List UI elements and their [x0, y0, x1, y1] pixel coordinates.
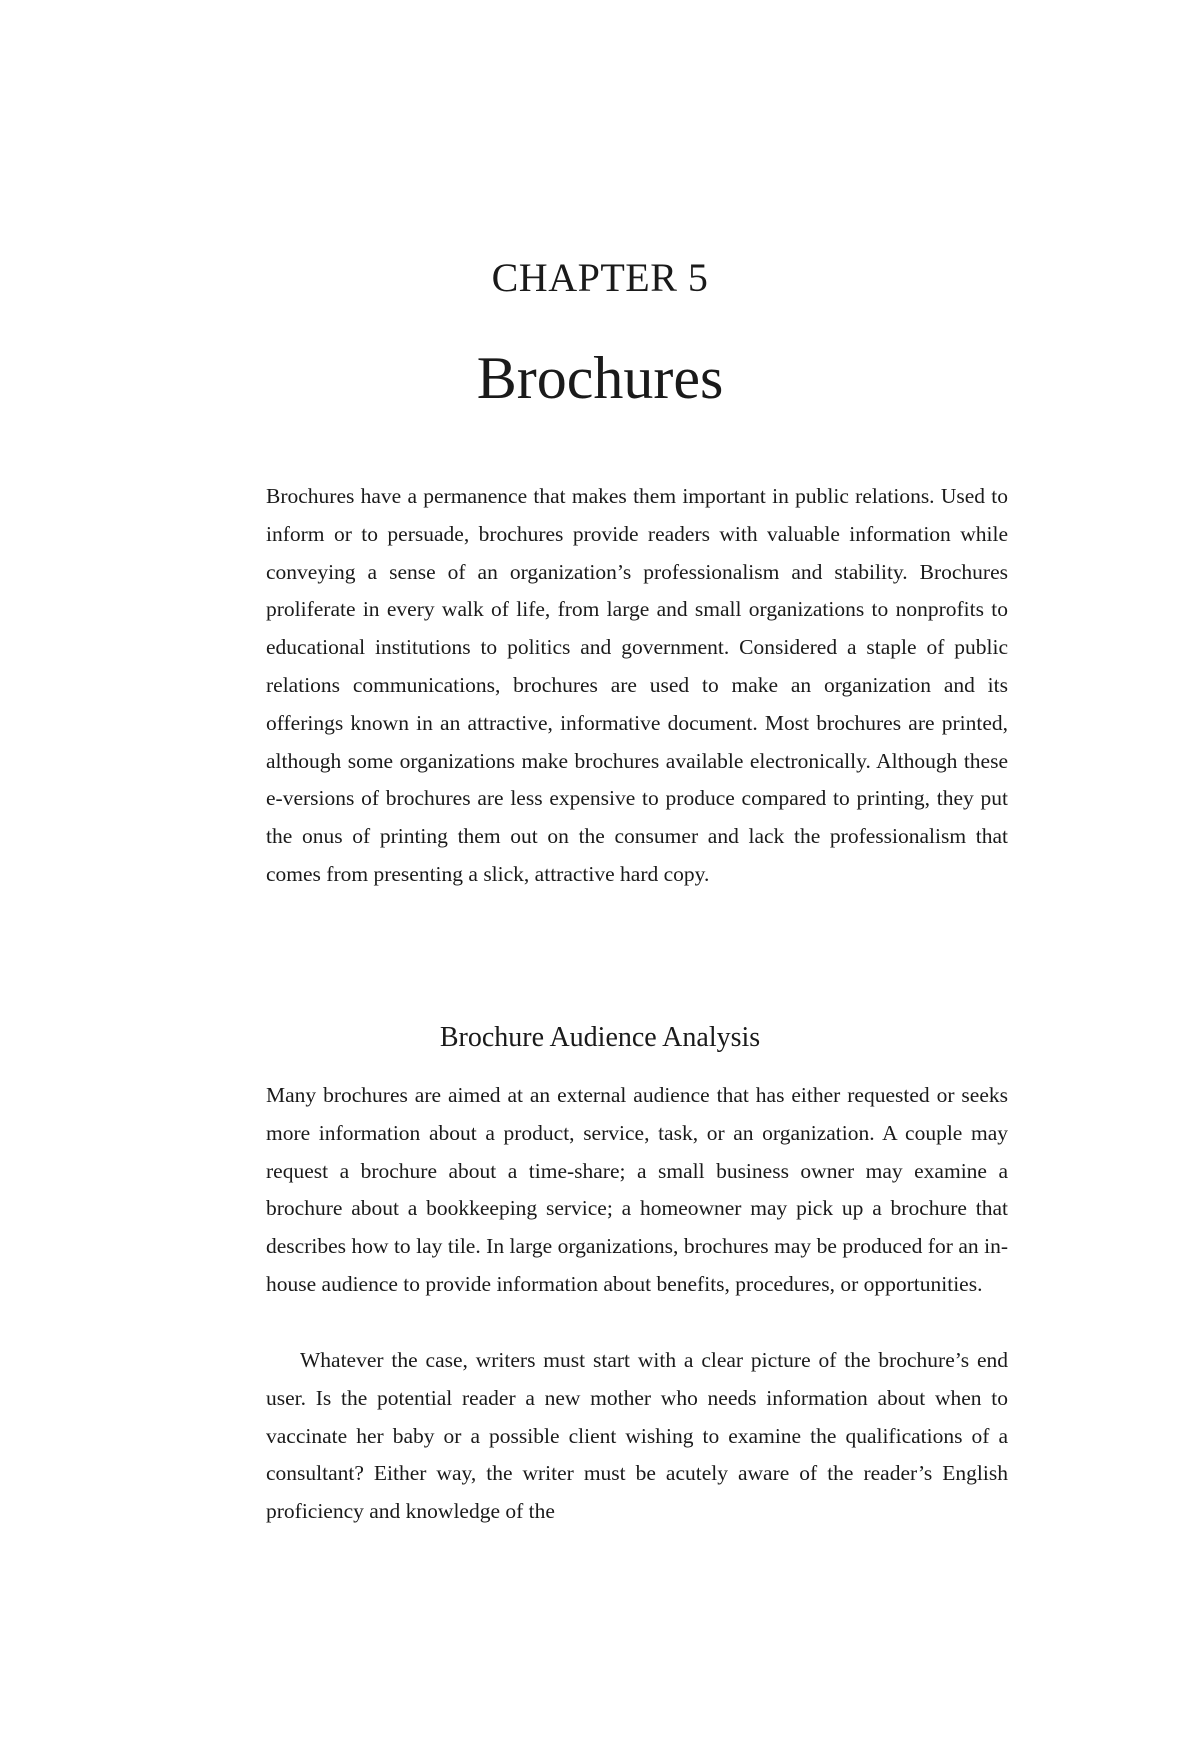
section-paragraph-1: Many brochures are aimed at an external audience that has either requested or seeks more information about a product, service, task, or an organization. A couple may request a brochure about a time-share; a small business owner may examine a brochure about a bookkeeping service; a homeowner may pick up a brochure that describes how to lay tile. In large organizations, brochures may be produced for an in-house audience to provide information about benefits, procedures, or opportunities.: [266, 1083, 1008, 1296]
section-paragraph-2: Whatever the case, writers must start with a clear picture of the brochure’s end user. Is the potential reader a new mother who needs information about when to vaccinate her baby or a possible client wishing to examine the qualifications of a consultant? Either way, the writer must be acutely aware of the reader’s English proficiency and knowledge of the: [266, 1348, 1008, 1524]
chapter-number: CHAPTER 5: [491, 255, 709, 300]
intro-paragraph: Brochures have a permanence that makes them important in public relations. Used to inform or to persuade, brochures provide readers with valuable information while conveying a sense of an organization’s professionalism and stability. Brochures proliferate in every walk of life, from large and small organizations to nonprofits to educational institutions to politics and government. Considered a staple of public relations communications, brochures are used to make an organization and its offerings known in an attractive, informative document. Most brochures are printed, although some organizations make brochures available electronically. Although these e-versions of brochures are less expensive to produce compared to printing, they put the onus of printing them out on the consumer and lack the professionalism that comes from presenting a slick, attractive hard copy.: [266, 484, 1008, 886]
chapter-title: Brochures: [476, 345, 724, 411]
section-heading: Brochure Audience Analysis: [439, 1022, 761, 1053]
